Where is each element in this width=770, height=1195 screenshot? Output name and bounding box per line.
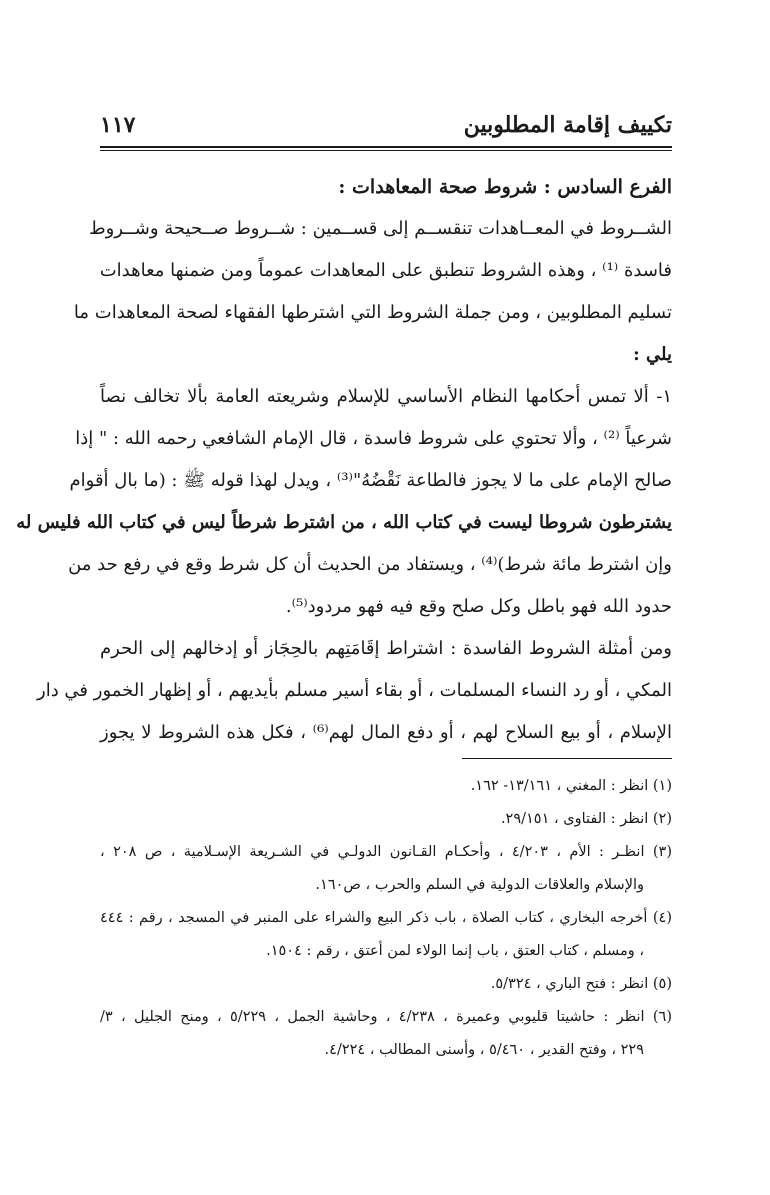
body-line: المكي ، أو رد النساء المسلمات ، أو بقاء أسير مسلم بأيديهم ، أو إظهار الخمور في دار xyxy=(37,680,672,701)
body-line: حدود الله فهو باطل وكل صلح وقع فيه فهو مردود⁽⁵⁾. xyxy=(285,596,672,617)
footnote: (٢) انظر : الفتاوى ، ٢٩/١٥١. xyxy=(500,811,672,827)
footnote: والإسلام والعلاقات الدولية في السلم والحرب ، ص١٦٠. xyxy=(315,877,644,893)
footnotes xyxy=(100,770,672,1067)
section-heading: الفرع السادس : شروط صحة المعاهدات : xyxy=(338,176,672,198)
footnote: ، ومسلم ، كتاب العتق ، باب إنما الولاء لمن أعتق ، رقم : ١٥٠٤. xyxy=(266,943,644,959)
body-line: الشــروط في المعــاهدات تنقســم إلى قســمين : شــروط صــحيحة وشــروط xyxy=(88,218,672,239)
body-line: ١- ألا تمس أحكامها النظام الأساسي للإسلام وشريعته العامة بألا تخالف نصاً xyxy=(100,386,672,407)
body-line: تسليم المطلوبين ، ومن جملة الشروط التي اشترطها الفقهاء لصحة المعاهدات ما xyxy=(73,302,672,323)
body-line: فاسدة ⁽¹⁾ ، وهذه الشروط تنطبق على المعاهدات عموماً ومن ضمنها معاهدات xyxy=(99,260,672,281)
footnote: ٢٢٩ ، وفتح القدير ، ٥/٤٦٠ ، وأسنى المطالب ، ٤/٢٢٤. xyxy=(324,1042,644,1058)
running-title: تكييف إقامة المطلوبين xyxy=(463,112,672,138)
footnote-rule xyxy=(462,758,672,759)
header-rule-thin xyxy=(100,150,672,151)
body-line: صالح الإمام على ما لا يجوز فالطاعة نَقْضُهُ"⁽³⁾ ، ويدل لهذا قوله ﷺ : (ما بال أقوام xyxy=(69,470,672,491)
footnote: (٥) انظر : فتح الباري ، ٥/٣٢٤. xyxy=(490,976,672,992)
body-line: شرعياً ⁽²⁾ ، وألا تحتوي على شروط فاسدة ، قال الإمام الشافعي رحمه الله : " إذا xyxy=(75,428,672,449)
footnote: (٤) أخرجه البخاري ، كتاب الصلاة ، باب ذكر البيع والشراء على المنبر في المسجد ، رقم : ٤٤٤ xyxy=(100,910,672,926)
footnote: (٣) انظـر : الأم ، ٤/٢٠٣ ، وأحكـام القـانون الدولـي في الشـريعة الإسـلامية ، ص ٢٠٨ ، xyxy=(100,844,672,860)
page-header xyxy=(100,112,672,146)
page-number: ١١٧ xyxy=(100,112,136,138)
body-line: يلي : xyxy=(633,344,672,365)
body-line: وإن اشترط مائة شرط)⁽⁴⁾ ، ويستفاد من الحديث أن كل شرط وقع في رفع حد من xyxy=(68,554,672,575)
footnote: (١) انظر : المغني ، ١٣/١٦١- ١٦٢. xyxy=(470,778,672,794)
body-line: الإسلام ، أو بيع السلاح لهم ، أو دفع المال لهم⁽⁶⁾ ، فكل هذه الشروط لا يجوز xyxy=(100,722,672,743)
paragraphs xyxy=(16,208,672,754)
body-text xyxy=(16,166,672,754)
header-rule xyxy=(100,146,672,148)
body-line: ومن أمثلة الشروط الفاسدة : اشتراط إقَامَتِهم بالحِجَاز أو إدخالهم إلى الحرم xyxy=(100,638,672,659)
footnote: (٦) انظر : حاشيتا قليوبي وعميرة ، ٤/٢٣٨ ، وحاشية الجمل ، ٥/٢٢٩ ، ومنح الجليل ، ٣/ xyxy=(100,1009,673,1025)
body-line: يشترطون شروطا ليست في كتاب الله ، من اشترط شرطاً ليس في كتاب الله فليس له xyxy=(16,512,672,533)
